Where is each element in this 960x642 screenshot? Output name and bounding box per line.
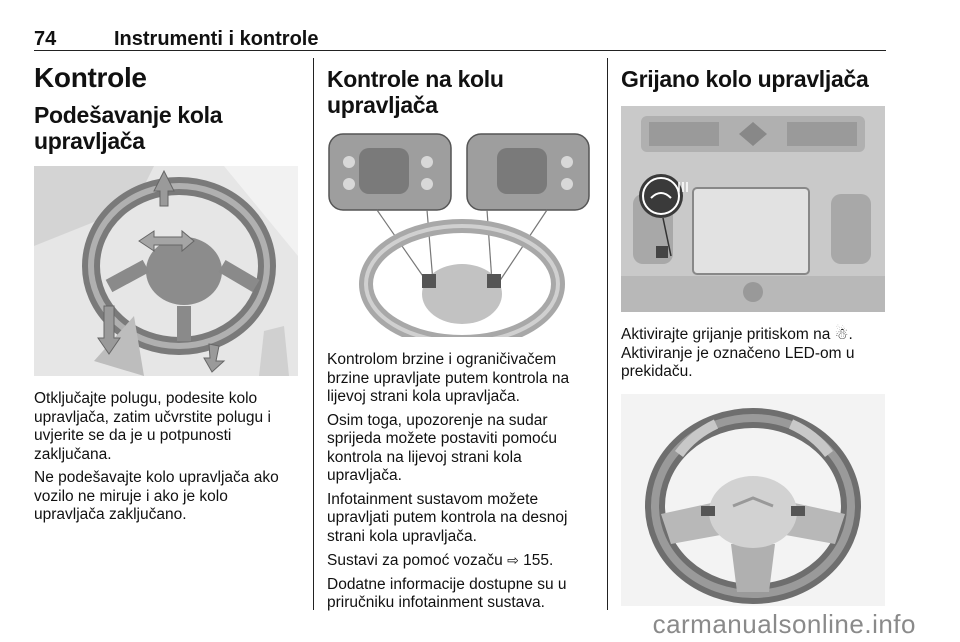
watermark: carmanualsonline.info	[652, 609, 916, 639]
paragraph: Ne podešavajte kolo upravljača ako vozilo ne miruje i ako je kolo upravljača zaključano.	[34, 469, 279, 523]
column-divider	[607, 58, 608, 610]
page-number: 74	[34, 28, 57, 50]
paragraph: Dodatne informacije dostupne su u priručniku infotainment sustava.	[327, 575, 567, 611]
paragraph: Infotainment sustavom možete upravljati putem kontrola na desnoj strani kola upravljača.	[327, 490, 568, 545]
reference-page: 155.	[523, 552, 554, 569]
column-divider	[313, 58, 314, 610]
arrow-right-icon: ⇨	[507, 552, 519, 568]
heated-steering-wheel-illustration	[621, 394, 885, 606]
section-title: Grijano kolo upravljača	[621, 66, 869, 92]
paragraph: Osim toga, upozorenje na sudar sprijeda možete postaviti pomoću kontrola na lijevoj strani kola upravljača.	[327, 411, 558, 484]
cross-reference	[327, 551, 595, 571]
column-steering-controls	[327, 56, 595, 618]
steering-adjust-illustration	[34, 166, 298, 376]
paragraph: Otključajte polugu, podesite kolo upravljača, zatim učvrstite polugu i uvjerite se da je u potpunosti zaključana.	[34, 390, 271, 463]
column-heated-steering	[621, 56, 887, 606]
reference-text: Sustavi za pomoć vozaču	[327, 552, 503, 569]
paragraph: Aktivirajte grijanje pritiskom na ☃.	[621, 326, 853, 343]
column-adjustment	[34, 56, 300, 530]
subsection-title: Podešavanje kola upravljača	[34, 102, 223, 154]
dashboard-heated-button-illustration	[621, 106, 885, 312]
running-title: Instrumenti i kontrole	[114, 28, 319, 50]
section-title: Kontrole na kolu upravljača	[327, 66, 504, 118]
paragraph: Aktiviranje je označeno LED-om u prekidaču.	[621, 344, 855, 380]
page-header	[34, 26, 886, 51]
section-title: Kontrole	[34, 62, 147, 93]
steering-controls-illustration	[327, 132, 591, 337]
paragraph: Kontrolom brzine i ograničivačem brzine upravljate putem kontrola na lijevoj strani kola upravljača.	[327, 351, 570, 405]
